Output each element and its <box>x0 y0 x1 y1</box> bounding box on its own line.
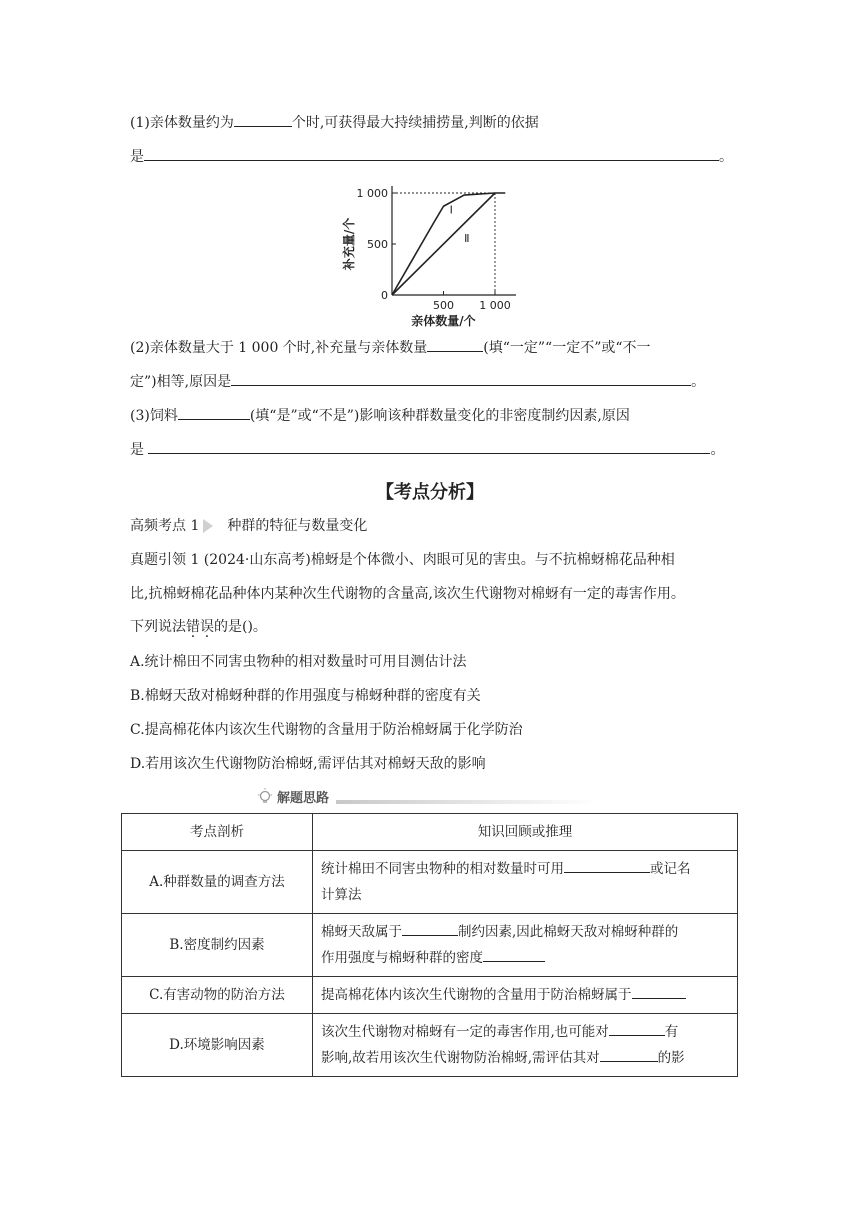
row3-text-a: 提高棉花体内该次生代谢物的含量用于防治棉蚜属于 <box>321 987 632 1003</box>
option-b[interactable]: B.棉蚜天敌对棉蚜种群的作用强度与棉蚜种群的密度有关 <box>130 688 481 704</box>
section-title: 【考点分析】 <box>376 482 484 503</box>
row2-text-a: 棉蚜天敌属于 <box>321 924 402 940</box>
solution-approach-badge <box>256 787 601 809</box>
option-c[interactable]: C.提高棉花体内该次生代谢物的含量用于防治棉蚜属于化学防治 <box>130 722 523 738</box>
row1-text-c: 计算法 <box>321 887 362 903</box>
answer-blank[interactable] <box>632 984 686 999</box>
table-row <box>122 977 738 1014</box>
x-axis-label: 亲体数量/个 <box>411 314 476 328</box>
row4-left: D.环境影响因素 <box>122 1014 313 1077</box>
option-a[interactable]: A.统计棉田不同害虫物种的相对数量时可用目测估计法 <box>130 654 467 670</box>
badge-underline <box>336 800 598 804</box>
question-2-text-a: (2)亲体数量大于 1 000 个时,补充量与亲体数量 <box>130 340 428 356</box>
row1-text-b: 或记名 <box>650 861 691 877</box>
row4-text-d: 的影 <box>657 1050 685 1066</box>
answer-blank[interactable] <box>144 146 719 161</box>
question-2-line2-text: 定”)相等,原因是 <box>130 374 232 390</box>
row4-text-b: 有 <box>664 1024 679 1040</box>
x-tick-label: 1 000 <box>479 299 511 312</box>
question-1-line-2 <box>130 146 733 167</box>
row1-text-a: 统计棉田不同害虫物种的相对数量时可用 <box>321 861 564 877</box>
answer-blank[interactable] <box>234 112 292 127</box>
row2-right <box>313 914 738 977</box>
question-3-line-1 <box>130 405 630 426</box>
question-3-line2-end: 。 <box>710 442 725 458</box>
triangle-icon <box>203 519 213 533</box>
answer-blank[interactable] <box>609 1021 665 1036</box>
row4-text-c: 影响,故若用该次生代谢物防治棉蚜,需评估其对 <box>321 1050 600 1066</box>
zhenti-line3-a: 下列说法 <box>130 619 186 635</box>
question-1-line-1 <box>130 112 539 133</box>
question-3-line2-start: 是 <box>130 442 149 458</box>
y-tick-label: 1 000 <box>356 187 388 200</box>
series-line-2 <box>392 193 495 295</box>
row1-right <box>313 851 738 914</box>
header-right: 知识回顾或推理 <box>313 814 738 851</box>
answer-blank[interactable] <box>600 1047 658 1062</box>
zhenti-line3-b: 的是()。 <box>214 619 267 635</box>
row3-left: C.有害动物的防治方法 <box>122 977 313 1014</box>
zhenti-line-1: 真题引领 1 (2024·山东高考)棉蚜是个体微小、肉眼可见的害虫。与不抗棉蚜棉花品种相 <box>130 552 675 568</box>
kaodian-title: 种群的特征与数量变化 <box>227 518 368 534</box>
answer-blank[interactable] <box>231 371 691 386</box>
header-left: 考点剖析 <box>122 814 313 851</box>
y-axis-label: 补充量/个 <box>342 217 356 271</box>
emphasis-char-1: 错 <box>186 619 200 635</box>
row2-left: B.密度制约因素 <box>122 914 313 977</box>
question-1-text-a: (1)亲体数量约为 <box>130 115 234 131</box>
question-1-text-b: 个时,可获得最大持续捕捞量,判断的依据 <box>291 115 539 131</box>
question-3-text-b: (填“是”或“不是”)影响该种群数量变化的非密度制约因素,原因 <box>249 408 630 424</box>
table-row <box>122 851 738 914</box>
question-2-line-2 <box>130 371 705 392</box>
row1-left: A.种群数量的调查方法 <box>122 851 313 914</box>
question-2-text-b: (填“一定”“一定不”或“不一 <box>483 340 651 356</box>
answer-blank[interactable] <box>148 439 710 454</box>
row3-right <box>313 977 738 1014</box>
lightbulb-icon <box>258 788 272 802</box>
question-1-line2-end: 。 <box>719 149 733 165</box>
answer-blank[interactable] <box>402 921 458 936</box>
answer-blank[interactable] <box>564 858 650 873</box>
row2-text-c: 作用强度与棉蚜种群的密度 <box>321 950 483 966</box>
zhenti-line-2: 比,抗棉蚜棉花品种体内某种次生代谢物的含量高,该次生代谢物对棉蚜有一定的毒害作用。 <box>130 586 685 602</box>
x-tick-label: 500 <box>433 299 454 312</box>
question-3-line-2 <box>130 439 724 460</box>
series-label-1: Ⅰ <box>449 203 453 217</box>
question-2-line-1 <box>130 337 651 358</box>
table-row <box>122 1014 738 1077</box>
answer-blank[interactable] <box>178 405 250 420</box>
row4-right <box>313 1014 738 1077</box>
y-tick-label: 0 <box>381 289 388 302</box>
analysis-table <box>121 813 738 1077</box>
zhenti-line-3 <box>130 617 267 637</box>
question-1-line2-start: 是 <box>130 149 144 165</box>
answer-blank[interactable] <box>483 947 545 962</box>
question-2-line2-end: 。 <box>691 374 706 390</box>
answer-blank[interactable] <box>427 337 483 352</box>
table-row <box>122 914 738 977</box>
series-label-2: Ⅱ <box>464 231 470 245</box>
kaodian-label: 高频考点 1 <box>130 518 200 534</box>
series-line-1 <box>392 193 505 295</box>
kaodian-header <box>130 516 367 536</box>
question-3-text-a: (3)饲料 <box>130 408 178 424</box>
table-header-row <box>122 814 738 851</box>
row4-text-a: 该次生代谢物对棉蚜有一定的毒害作用,也可能对 <box>321 1024 609 1040</box>
option-d[interactable]: D.若用该次生代谢物防治棉蚜,需评估其对棉蚜天敌的影响 <box>130 756 486 772</box>
row2-text-b: 制约因素,因此棉蚜天敌对棉蚜种群的 <box>458 924 679 940</box>
recruitment-chart <box>338 178 528 333</box>
badge-label: 解题思路 <box>277 791 330 806</box>
emphasis-char-2: 误 <box>200 619 214 635</box>
y-tick-label: 500 <box>367 238 388 251</box>
